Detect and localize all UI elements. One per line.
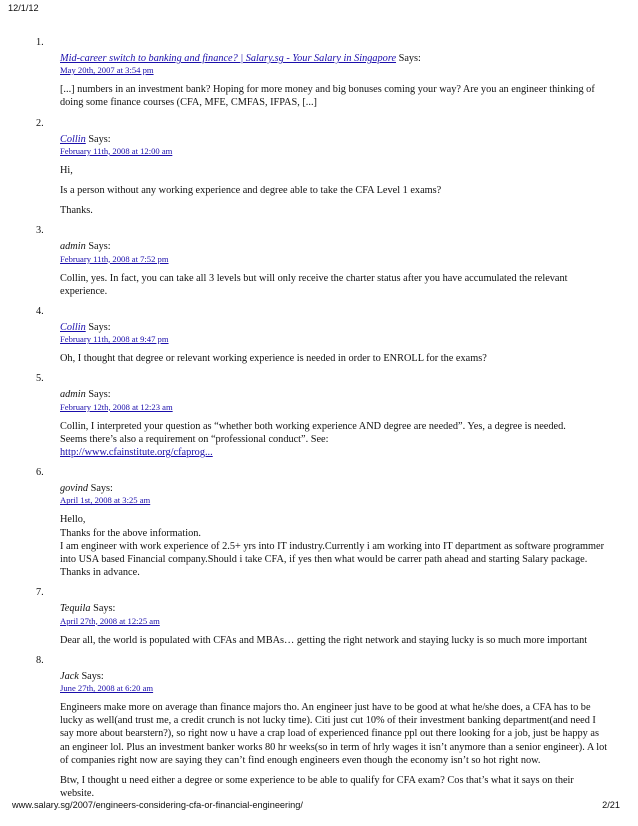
says-label: Says: <box>93 603 116 615</box>
comment-author-line <box>60 482 608 495</box>
comment-text: Btw, I thought u need either a degree or some experience to be able to qualify for CFA exam? Cos that’s what it says on their website. <box>60 775 574 800</box>
comment-timestamp-link[interactable]: June 27th, 2008 at 6:20 am <box>60 683 154 694</box>
comment-text: Collin, I interpreted your question as “whether both working experience AND degree are needed”. Yes, a degree is needed. Seems there’s also a requirement on “professional conduct”. See: <box>60 420 566 445</box>
comment-number: 4. <box>36 306 44 318</box>
comment-item <box>36 372 608 459</box>
comment-timestamp-link[interactable]: April 27th, 2008 at 12:25 am <box>60 615 160 626</box>
comment-number: 2. <box>36 117 44 129</box>
comment-body <box>60 513 608 579</box>
comment-body <box>60 83 608 109</box>
comment-text: Dear all, the world is populated with CFAs and MBAs… getting the right network and staying lucky is so much more important <box>60 634 588 646</box>
comment-item <box>36 224 608 298</box>
comment-author: Jack <box>60 670 79 682</box>
says-label: Says: <box>398 53 421 64</box>
comment-body <box>60 164 608 177</box>
comment-author-line <box>60 388 608 401</box>
comment-item <box>36 466 608 579</box>
comment-timestamp-link[interactable]: February 12th, 2008 at 12:23 am <box>60 401 173 412</box>
comment-item <box>36 36 608 110</box>
comment-author-line <box>60 52 608 65</box>
comment-author-line <box>60 321 608 334</box>
comment-item <box>36 586 608 646</box>
comment-number: 8. <box>36 654 44 666</box>
comment-text: Thanks. <box>60 205 93 217</box>
comment-author-line <box>60 240 608 253</box>
comment-author-link[interactable]: Mid-career switch to banking and finance? | Salary.sg - Your Salary in Singapore <box>60 53 397 64</box>
comment-number: 3. <box>36 225 44 237</box>
comment-body <box>60 184 608 197</box>
comment-author-link[interactable]: Collin <box>60 322 86 334</box>
header-date: 12/1/12 <box>8 3 39 13</box>
says-label: Says: <box>81 670 104 682</box>
comment-body <box>60 352 608 365</box>
cfa-institute-link[interactable]: http://www.cfainstitute.org/cfaprog... <box>60 447 213 459</box>
comment-author: admin <box>60 389 86 401</box>
comment-author-line <box>60 133 608 146</box>
comment-item <box>36 305 608 365</box>
comment-author-line <box>60 602 608 615</box>
comment-number: 5. <box>36 373 44 385</box>
comment-timestamp-link[interactable]: April 1st, 2008 at 3:25 am <box>60 495 151 506</box>
comment-item <box>36 117 608 218</box>
comment-text: Oh, I thought that degree or relevant working experience is needed in order to ENROLL for the exams? <box>60 353 487 365</box>
comment-text: Engineers make more on average than finance majors tho. An engineer just have to be good at what he/she does, a CFA has to be lucky as well(and trust me, a credit crunch is not lucky time). Citi just cut 10% of their investment banking department(and need I say more about bearstern?), so right now u have a crap load of experienced finance ppl out there looking for a job, just be happy as an engineer lol. Plus an investment banker works 80 hr weeks(so in term of hrly wages it isn’t anymore than a senior engineer). A lot of companies right now are saying they can’t find enough engineers even though the economy isn’t so hot right now. <box>60 702 608 766</box>
comment-author: admin <box>60 241 86 253</box>
comment-number: 7. <box>36 587 44 599</box>
footer-url: www.salary.sg/2007/engineers-considering-cfa-or-financial-engineering/ <box>12 800 303 810</box>
comment-text: Hello, Thanks for the above information. I am engineer with work experience of 2.5+ yrs into IT industry.Currently i am working into IT department as software programmer into USA based Financial company.Should i take CFA, if yes then what would be carrer path ahead and starting Salary package. Thanks in advance. <box>60 514 605 579</box>
says-label: Says: <box>88 133 111 145</box>
comment-body <box>60 420 608 460</box>
says-label: Says: <box>88 389 111 401</box>
comment-timestamp-link[interactable]: February 11th, 2008 at 12:00 am <box>60 145 173 156</box>
says-label: Says: <box>90 483 113 495</box>
comment-body <box>60 774 608 800</box>
comment-author-line <box>60 670 608 683</box>
comment-author: govind <box>60 483 89 495</box>
comment-author-link[interactable]: Collin <box>60 133 86 145</box>
comment-body <box>60 701 608 767</box>
comment-timestamp-link[interactable]: May 20th, 2007 at 3:54 pm <box>60 65 154 76</box>
comment-number: 6. <box>36 467 44 479</box>
comment-body <box>60 204 608 217</box>
page-footer <box>0 800 638 814</box>
comment-body <box>60 272 608 298</box>
says-label: Says: <box>88 322 111 334</box>
comment-text: Collin, yes. In fact, you can take all 3 levels but will only receive the charter status after you have accumulated the relevant experience. <box>60 272 568 297</box>
comment-timestamp-link[interactable]: February 11th, 2008 at 9:47 pm <box>60 334 169 345</box>
comment-number: 1. <box>36 37 44 48</box>
comment-list <box>36 36 608 808</box>
comment-author: Tequila <box>60 603 91 615</box>
comment-text: [...] numbers in an investment bank? Hoping for more money and big bonuses coming your way? Are you an engineer thinking of doing some finance courses (CFA, MFE, CMFAS, IFPAS, [...] <box>60 84 595 109</box>
comment-text: Is a person without any working experience and degree able to take the CFA Level 1 exams? <box>60 185 442 197</box>
comment-text: Hi, <box>60 164 73 176</box>
says-label: Says: <box>88 241 111 253</box>
comment-item <box>36 654 608 801</box>
comment-body <box>60 634 608 647</box>
page-header <box>0 3 638 17</box>
page-number: 2/21 <box>602 800 620 810</box>
comment-timestamp-link[interactable]: February 11th, 2008 at 7:52 pm <box>60 253 169 264</box>
